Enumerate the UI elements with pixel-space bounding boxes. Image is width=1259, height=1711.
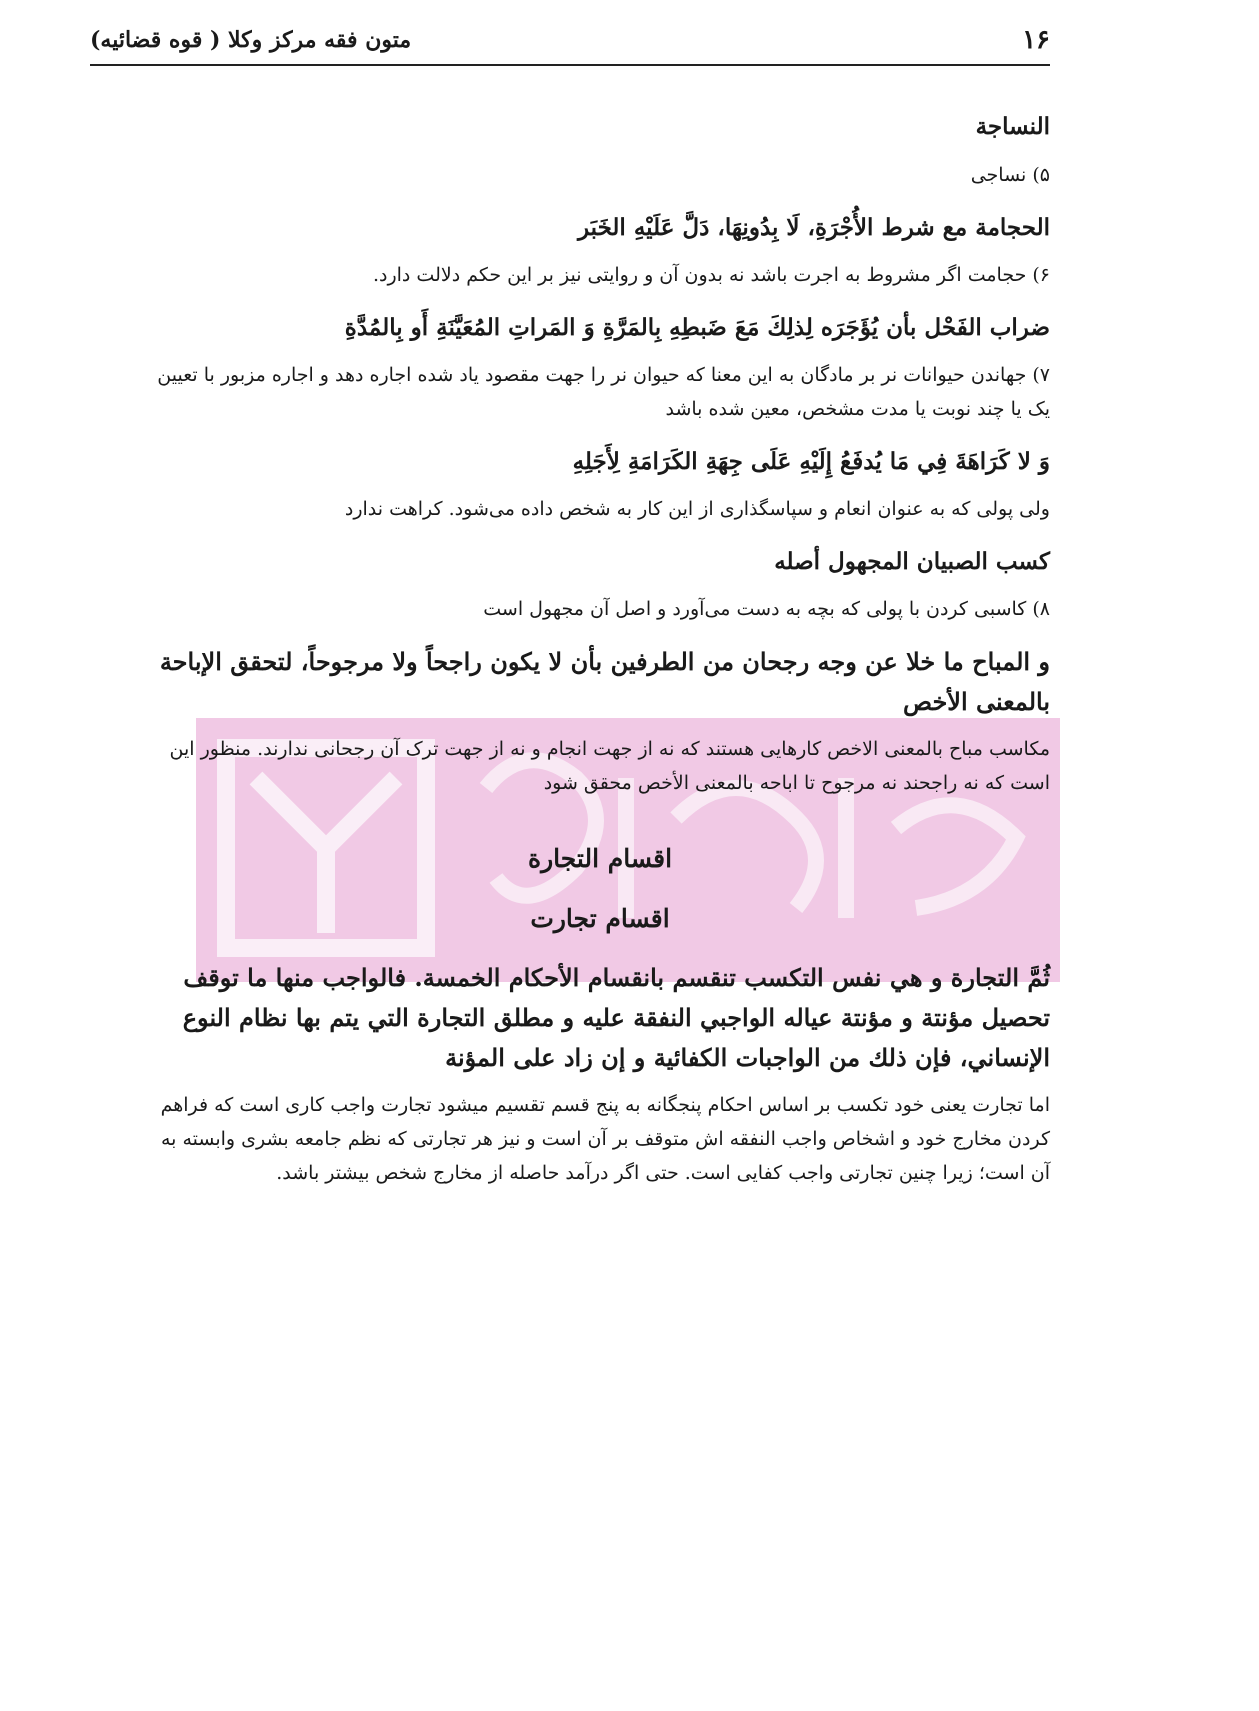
persian-translation: ۶) حجامت اگر مشروط به اجرت باشد نه بدون آن و روایتی نیز بر این حکم دلالت دارد. [372, 264, 1050, 286]
spacer [150, 816, 1050, 838]
persian-translation: ۸) کاسبی کردن با پولی که بچه به دست می‌آورد و اصل آن مجهول است [483, 598, 1050, 620]
arabic-paragraph: ثُمَّ التجارة و هي نفس التكسب تنقسم بانقسام الأحكام الخمسة. فالواجب منها ما توقف تحصيل مؤنتة و مؤنتة عياله الواجبي النفقة عليه و مطلق التجارة التي يتم بها نظام النوع الإنساني، فإن ذلك من الواجبات الكفائية و إن زاد على المؤنة [182, 963, 1050, 1072]
section-title: اقسام تجارت [530, 904, 670, 933]
spacer [150, 940, 1050, 958]
persian-translation: ۷) جهاندن حیوانات نر بر مادگان به این معنا که حیوان نر را جهت مقصود یاد شده اجاره دهد و اجاره مزبور با تعیین یک یا چند نوبت یا مدت مشخص، معین شده باشد [157, 364, 1050, 420]
arabic-text: ضراب الفَحْل بأن يُؤَجَرَه لِذلِكَ مَعَ ضَبطِهِ بِالمَرَّةِ وَ المَراتِ المُعَيَّنَةِ أَو بِالمُدَّةِ [344, 314, 1050, 341]
persian-translation: اما تجارت یعنی خود تکسب بر اساس احکام پنجگانه به پنج قسم تقسیم میشود تجارت واجب کاری است که فراهم کردن مخارج خود و اشخاص واجب النفقه اش متوقف بر آن است و نیز هر تجارتی که نظم جامعه بشری وابسته به آن است؛ زیرا چنین تجارتی واجب کفایی است. حتی اگر درآمد حاصله از مخارج شخص بیشتر باشد. [160, 1094, 1050, 1184]
arabic-text: كسب الصبيان المجهول أصله [774, 548, 1050, 575]
persian-translation: ۵) نساجی [970, 164, 1050, 186]
arabic-text: الحجامة مع شرط الأُجْرَةِ، لَا بِدُونِهَا، دَلَّ عَلَيْهِ الخَبَر [577, 214, 1050, 241]
arabic-paragraph: و المباح ما خلا عن وجه رجحان من الطرفين بأن لا يكون راجحاً ولا مرجوحاً، لتحقق الإباحة بالمعنى الأخص [159, 647, 1050, 716]
arabic-text: وَ لا كَرَاهَةَ فِي مَا يُدفَعُ إِلَيْهِ عَلَى جِهَةِ الكَرَامَةِ لِأَجَلِهِ [572, 448, 1050, 475]
persian-translation: ولی پولی که به عنوان انعام و سپاسگذاری از این کار به شخص داده می‌شود. کراهت ندارد [344, 498, 1050, 520]
persian-translation: مکاسب مباح بالمعنی الاخص کارهایی هستند که نه از جهت انجام و نه از جهت ترک آن رجحانی ندارند. منظور این است که نه راجحند نه مرجوح تا اباحه بالمعنی الأخص محقق شود [169, 738, 1050, 794]
header-rule [90, 64, 1050, 66]
page-number: ۱۶ [1022, 25, 1050, 55]
arabic-heading: النساجة [975, 113, 1050, 140]
running-title: متون فقه مرکز وکلا ( قوه قضائیه) [90, 27, 412, 53]
section-title: اقسام التجارة [527, 844, 673, 873]
page-content [150, 110, 1050, 1206]
page-header [90, 20, 1050, 60]
spacer [150, 880, 1050, 898]
